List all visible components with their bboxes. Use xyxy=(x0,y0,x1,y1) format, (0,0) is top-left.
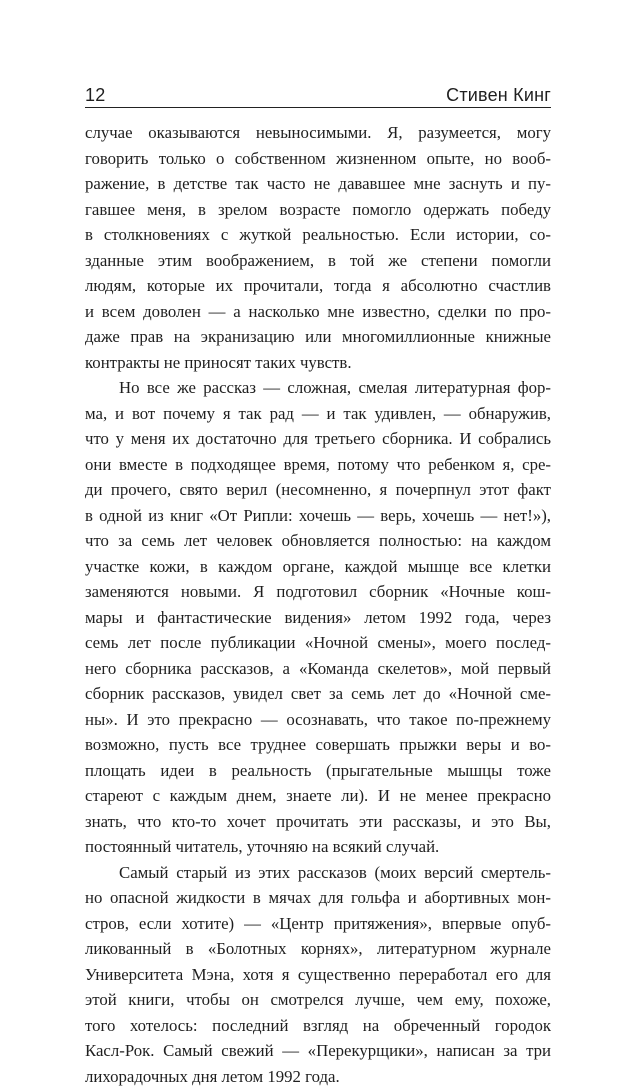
text-line: стров, если хотите) — «Центр притяжения», впервые опуб- xyxy=(85,911,551,937)
text-line: площать идеи в реальность (прыгательные мышцы тоже xyxy=(85,758,551,784)
text-line: постоянный читатель, уточняю на всякий случай. xyxy=(85,834,551,860)
page-number: 12 xyxy=(85,85,105,106)
running-head xyxy=(85,78,551,106)
text-line: людям, которые их прочитали, тогда я абсолютно счастлив xyxy=(85,273,551,299)
text-line: Касл-Рок. Самый свежий — «Перекурщики», написан за три xyxy=(85,1038,551,1064)
text-line: они вместе в подходящее время, потому что ребенком я, сре- xyxy=(85,452,551,478)
text-line: ликованный в «Болотных корнях», литературном журнале xyxy=(85,936,551,962)
running-title: Стивен Кинг xyxy=(446,85,551,106)
text-line: зданные этим воображением, в той же степени помогли xyxy=(85,248,551,274)
paragraph xyxy=(85,120,551,375)
header-rule xyxy=(85,107,551,108)
text-line: Университета Мэна, хотя я существенно переработал его для xyxy=(85,962,551,988)
text-line: семь лет после публикации «Ночной смены», моего послед- xyxy=(85,630,551,656)
text-line: в одной из книг «От Рипли: хочешь — верь, хочешь — нет!»), xyxy=(85,503,551,529)
text-line: случае оказываются невыносимыми. Я, разумеется, могу xyxy=(85,120,551,146)
text-line: знать, что кто-то хочет прочитать эти рассказы, и это Вы, xyxy=(85,809,551,835)
text-line: что за семь лет человек обновляется полностью: на каждом xyxy=(85,528,551,554)
text-line: Но все же рассказ — сложная, смелая литературная фор- xyxy=(85,375,551,401)
text-line: сборник рассказов, увидел свет за семь лет до «Ночной сме- xyxy=(85,681,551,707)
text-line: что у меня их достаточно для третьего сборника. И собрались xyxy=(85,426,551,452)
text-line: стареют с каждым днем, знаете ли). И не менее прекрасно xyxy=(85,783,551,809)
text-line: лихорадочных дня летом 1992 года. xyxy=(85,1064,551,1089)
text-line: ди прочего, свято верил (несомненно, я почерпнул этот факт xyxy=(85,477,551,503)
paragraph xyxy=(85,375,551,860)
text-line: него сборника рассказов, а «Команда скелетов», мой первый xyxy=(85,656,551,682)
text-line: ма, и вот почему я так рад — и так удивлен, — обнаружив, xyxy=(85,401,551,427)
text-line: гавшее меня, в зрелом возрасте помогло одержать победу xyxy=(85,197,551,223)
text-line: участке кожи, в каждом органе, каждой мышце все клетки xyxy=(85,554,551,580)
text-line: заменяются новыми. Я подготовил сборник «Ночные кош- xyxy=(85,579,551,605)
text-line: ражение, в детстве так часто не дававшее мне заснуть и пу- xyxy=(85,171,551,197)
text-line: возможно, пусть все труднее совершать прыжки веры и во- xyxy=(85,732,551,758)
text-line: говорить только о собственном жизненном опыте, но вооб- xyxy=(85,146,551,172)
text-line: но опасной жидкости в мячах для гольфа и абортивных мон- xyxy=(85,885,551,911)
paragraph xyxy=(85,860,551,1089)
text-line: ны». И это прекрасно — осознавать, что такое по-прежнему xyxy=(85,707,551,733)
text-line: даже прав на экранизацию или многомиллионные книжные xyxy=(85,324,551,350)
body-text xyxy=(85,120,551,1089)
text-line: этой книги, чтобы он смотрелся лучше, чем ему, похоже, xyxy=(85,987,551,1013)
text-line: мары и фантастические видения» летом 1992 года, через xyxy=(85,605,551,631)
text-line: в столкновениях с жуткой реальностью. Если истории, со- xyxy=(85,222,551,248)
text-line: контракты не приносят таких чувств. xyxy=(85,350,551,376)
text-line: Самый старый из этих рассказов (моих версий смертель- xyxy=(85,860,551,886)
text-line: и всем доволен — а насколько мне известно, сделки по про- xyxy=(85,299,551,325)
text-line: того хотелось: последний взгляд на обреченный городок xyxy=(85,1013,551,1039)
